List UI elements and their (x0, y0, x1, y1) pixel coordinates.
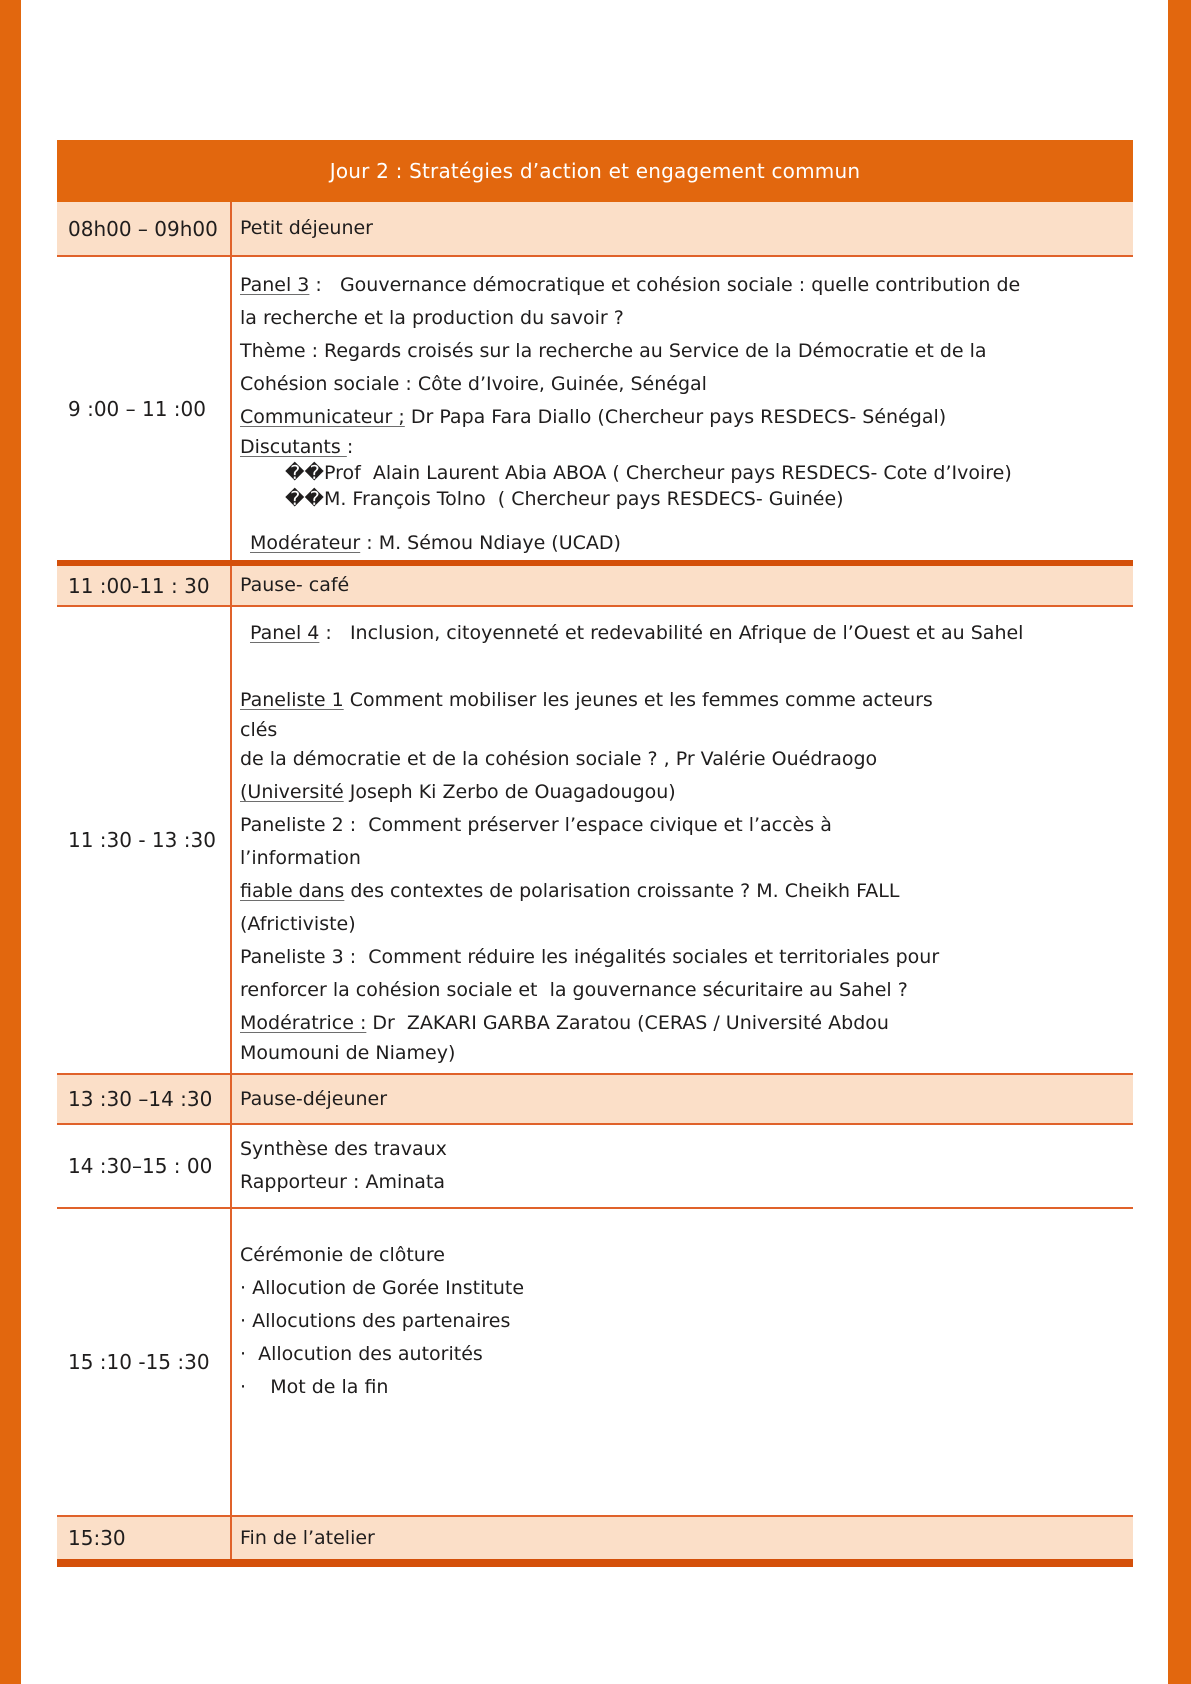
text-line (240, 1305, 1129, 1338)
text-segment: Dr ZAKARI GARBA Zaratou (CERAS / Université Abdou (366, 1012, 889, 1034)
table-row (57, 605, 1133, 1073)
text-line (240, 1522, 1129, 1555)
text-segment: Comment mobiliser les jeunes et les femmes comme acteurs (343, 689, 933, 711)
text-segment: : Inclusion, citoyenneté et redevabilité en Afrique de l’Ouest et au Sahel (319, 622, 1024, 644)
time-cell: 13 :30 –14 :30 (57, 1075, 232, 1123)
time-cell: 11 :30 - 13 :30 (57, 607, 232, 1073)
text-segment: des contextes de polarisation croissante ? M. Cheikh FALL (344, 880, 900, 902)
table-row (57, 1123, 1133, 1207)
text-line (240, 941, 1129, 974)
table-row (57, 255, 1133, 560)
table-row (57, 1515, 1133, 1567)
text-line (250, 617, 1129, 650)
text-line (285, 486, 1129, 512)
text-segment: Fin de l’atelier (240, 1526, 375, 1549)
text-segment: Thème : Regards croisés sur la recherche au Service de la Démocratie et de la (240, 340, 987, 362)
table-row (57, 202, 1133, 255)
time-cell: 11 :00-11 : 30 (57, 566, 232, 605)
content-cell (232, 202, 1133, 255)
right-border-strip (1168, 0, 1191, 1684)
text-line (240, 569, 1129, 602)
content-cell (232, 607, 1133, 1073)
table-body (57, 202, 1133, 1567)
underlined-text: Panel 3 (240, 274, 310, 296)
text-segment: Synthèse des travaux (240, 1138, 447, 1160)
text-line (240, 302, 1129, 335)
text-line (240, 1040, 1129, 1066)
text-line (240, 1338, 1129, 1371)
underlined-text: Modératrice : (240, 1012, 367, 1034)
text-line (240, 212, 1129, 245)
text-segment: (Africtiviste) (240, 913, 356, 935)
content-cell (232, 1517, 1133, 1559)
time-cell: 15 :10 -15 :30 (57, 1209, 232, 1515)
text-line (240, 401, 1129, 434)
text-line (240, 1007, 1129, 1040)
underlined-text: Panel 4 (250, 622, 320, 644)
text-segment: de la démocratie et de la cohésion sociale ? , Pr Valérie Ouédraogo (240, 748, 878, 770)
underlined-text: Discutants (240, 436, 347, 458)
text-line (240, 1371, 1129, 1404)
text-line (250, 527, 1129, 560)
underlined-text: Communicateur ; (240, 406, 405, 428)
underlined-text: Paneliste 1 (240, 689, 344, 711)
text-segment: · Allocutions des partenaires (240, 1310, 511, 1332)
text-segment: Paneliste 3 : Comment réduire les inégalités sociales et territoriales pour (240, 946, 940, 968)
text-line (240, 1133, 1129, 1166)
table-row (57, 560, 1133, 605)
text-segment: la recherche et la production du savoir ? (240, 307, 624, 329)
schedule-table (57, 140, 1133, 1567)
text-segment: Joseph Ki Zerbo de Ouagadougou) (343, 781, 676, 803)
text-segment: l’information (240, 847, 361, 869)
text-segment: Moumouni de Niamey) (240, 1042, 456, 1064)
text-segment: Pause-déjeuner (240, 1087, 388, 1110)
text-segment: ��M. François Tolno ( Chercheur pays RESDECS- Guinée) (285, 488, 844, 510)
table-title: Jour 2 : Stratégies d’action et engagement commun (329, 159, 861, 183)
text-segment: : (346, 436, 354, 458)
text-line (240, 776, 1129, 809)
underlined-text: Modérateur (250, 532, 361, 554)
text-line (240, 875, 1129, 908)
table-row (57, 1073, 1133, 1123)
text-line (285, 460, 1129, 486)
text-line (240, 1166, 1129, 1199)
text-segment: Cérémonie de clôture (240, 1244, 445, 1266)
text-segment: Pause- café (240, 574, 350, 596)
text-line (240, 335, 1129, 368)
text-line (240, 743, 1129, 776)
content-cell (232, 1209, 1133, 1515)
text-line (240, 842, 1129, 875)
text-segment: Paneliste 2 : Comment préserver l’espace civique et l’accès à (240, 814, 832, 836)
content-cell (232, 566, 1133, 605)
text-line (240, 1272, 1129, 1305)
left-border-strip (0, 0, 21, 1684)
text-line (240, 809, 1129, 842)
text-segment: · Mot de la fin (240, 1376, 389, 1398)
table-row (57, 1207, 1133, 1515)
text-segment: : M. Sémou Ndiaye (UCAD) (360, 532, 621, 554)
text-line (240, 974, 1129, 1007)
text-line (240, 908, 1129, 941)
underlined-text: fiable dans (240, 880, 345, 902)
text-line (240, 269, 1129, 302)
text-segment: Cohésion sociale : Côte d’Ivoire, Guinée, Sénégal (240, 373, 707, 395)
text-segment: Petit déjeuner (240, 217, 373, 239)
time-cell: 14 :30–15 : 00 (57, 1125, 232, 1207)
content-cell (232, 257, 1133, 560)
underlined-text: (Université (240, 781, 344, 803)
time-cell: 08h00 – 09h00 (57, 202, 232, 255)
time-cell: 9 :00 – 11 :00 (57, 257, 232, 560)
text-segment: renforcer la cohésion sociale et la gouvernance sécuritaire au Sahel ? (240, 979, 908, 1001)
table-header (57, 140, 1133, 202)
content-cell (232, 1075, 1133, 1123)
text-segment: ��Prof Alain Laurent Abia ABOA ( Chercheur pays RESDECS- Cote d’Ivoire) (285, 462, 1012, 484)
text-line (240, 684, 1129, 717)
content-cell (232, 1125, 1133, 1207)
text-line (240, 368, 1129, 401)
text-segment: Dr Papa Fara Diallo (Chercheur pays RESDECS- Sénégal) (404, 406, 947, 428)
text-segment: : Gouvernance démocratique et cohésion sociale : quelle contribution de (309, 274, 1021, 296)
text-line (240, 1239, 1129, 1272)
text-segment: clés (240, 719, 278, 741)
text-segment: · Allocution de Gorée Institute (240, 1277, 525, 1299)
time-cell: 15:30 (57, 1517, 232, 1559)
text-line (240, 717, 1129, 743)
text-segment: Rapporteur : Aminata (240, 1171, 446, 1193)
text-line (240, 434, 1129, 460)
text-line (240, 1083, 1129, 1116)
text-segment: · Allocution des autorités (240, 1343, 483, 1365)
